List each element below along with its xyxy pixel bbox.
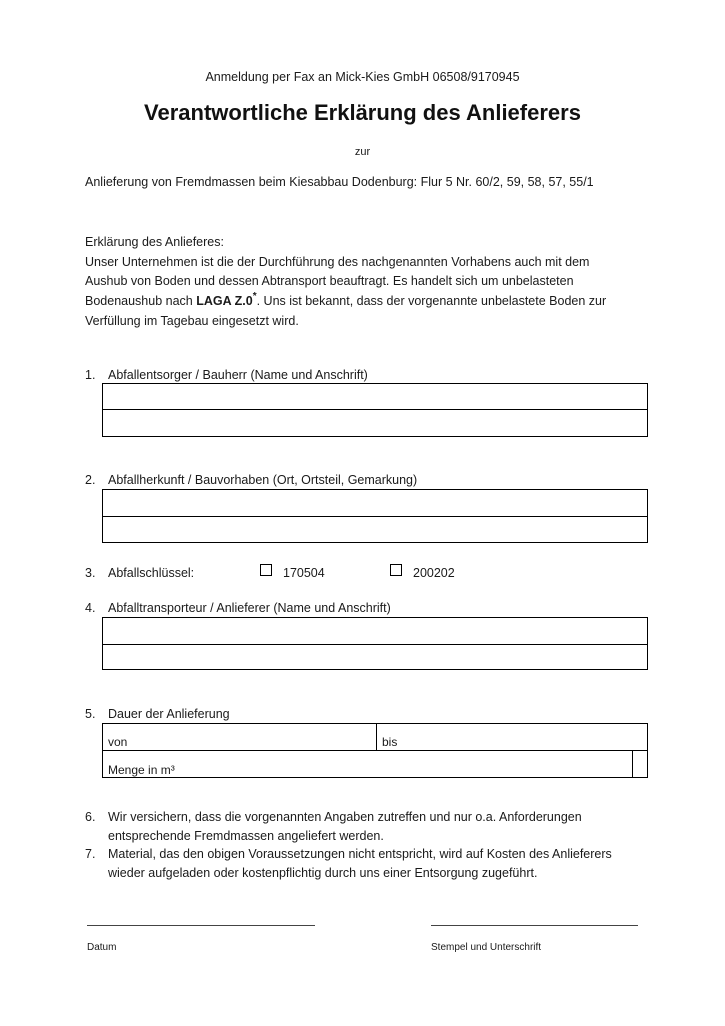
intro-line-1: Unser Unternehmen ist die der Durchführung des nachgenannten Vorhabens auch mit dem (85, 254, 590, 269)
bis-field[interactable] (376, 723, 648, 751)
zur-text: zur (354, 146, 371, 158)
declaration-7-number: 7. (85, 847, 96, 861)
menge-label: Menge in m³ (108, 763, 175, 777)
page-title: Verantwortliche Erklärung des Anlieferers (144, 100, 581, 125)
option-200202-label: 200202 (413, 566, 455, 580)
section-3-label: Abfallschlüssel: (108, 566, 195, 580)
declarations (85, 808, 645, 882)
section-4-field-2[interactable] (102, 644, 648, 670)
section-2-field-1[interactable] (102, 489, 648, 517)
date-signature-line[interactable] (87, 925, 315, 926)
intro-line-4: Verfüllung im Tagebau eingesetzt wird. (85, 314, 299, 328)
date-label: Datum (87, 942, 117, 953)
section-3-number: 3. (85, 566, 96, 580)
fax-line: Anmeldung per Fax an Mick-Kies GmbH 06508/9170945 (205, 70, 520, 84)
section-1-label: Abfallentsorger / Bauherr (Name und Anschrift) (108, 368, 368, 382)
stamp-signature-line[interactable] (431, 925, 638, 926)
laga-label: LAGA Z.0 (196, 293, 253, 308)
section-2-number: 2. (85, 473, 96, 487)
bis-label: bis (382, 735, 398, 749)
section-1-number: 1. (85, 368, 96, 382)
declaration-6-text: Wir versichern, dass die vorgenannten Angaben zutreffen und nur o.a. Anforderungen entsprechende Fremdmassen angeliefert werden. (108, 810, 582, 843)
section-4-number: 4. (85, 601, 96, 615)
section-2-field-2[interactable] (102, 516, 648, 543)
intro-text (85, 233, 655, 332)
section-4-label: Abfalltransporteur / Anlieferer (Name und Anschrift) (108, 601, 391, 615)
declaration-7-text: Material, das den obigen Voraussetzungen nicht entspricht, wird auf Kosten des Anlieferers wieder aufgeladen oder kostenpflichtig durch uns einer Entsorgung zugeführt. (108, 847, 612, 880)
section-1-field-2[interactable] (102, 409, 648, 437)
intro-heading: Erklärung des Anlieferes: (85, 235, 224, 249)
section-5-number: 5. (85, 707, 96, 721)
stamp-label: Stempel und Unterschrift (431, 942, 542, 953)
section-4-field-1[interactable] (102, 617, 648, 645)
von-field[interactable] (102, 723, 377, 751)
menge-field[interactable] (102, 750, 633, 778)
laga-footnote-mark: * (252, 290, 257, 302)
intro-line-3-before: Bodenaushub nach (85, 293, 197, 308)
declaration-6 (85, 808, 645, 845)
checkbox-170504[interactable] (260, 564, 272, 576)
declaration-7 (85, 845, 645, 882)
section-2-label: Abfallherkunft / Bauvorhaben (Ort, Ortsteil, Gemarkung) (108, 473, 418, 487)
section-1-field-1[interactable] (102, 383, 648, 410)
option-170504-label: 170504 (283, 566, 325, 580)
intro-line-2: Aushub von Boden und dessen Abtransport beauftragt. Es handelt sich um unbelasteten (85, 274, 574, 288)
intro-line-3-after: . Uns ist bekannt, dass der vorgenannte unbelastete Boden zur (256, 293, 607, 308)
von-label: von (108, 735, 128, 749)
checkbox-200202[interactable] (390, 564, 402, 576)
subject-line: Anlieferung von Fremdmassen beim Kiesabbau Dodenburg: Flur 5 Nr. 60/2, 59, 58, 57, 55/1 (85, 175, 594, 189)
section-5-label: Dauer der Anlieferung (108, 707, 230, 721)
declaration-6-number: 6. (85, 810, 96, 824)
intro-line-3 (85, 292, 655, 313)
menge-unit-cell (632, 750, 648, 778)
